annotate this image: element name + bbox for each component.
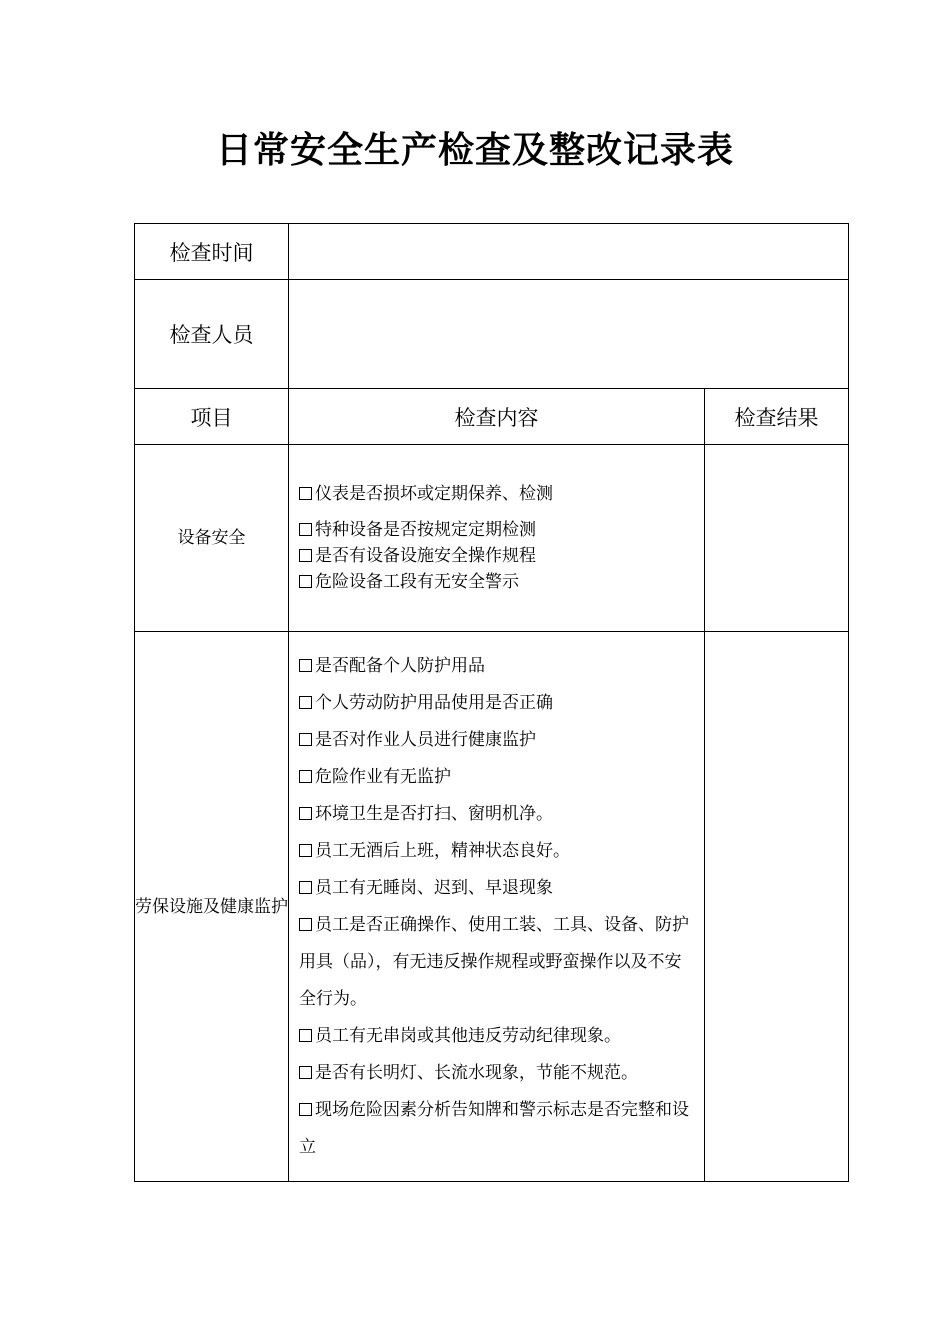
checkbox-icon[interactable] [299,844,312,857]
inspection-time-row [135,224,849,280]
checkbox-icon[interactable] [299,770,312,783]
section-items-equipment [289,445,705,632]
inspection-time-field[interactable] [289,224,849,280]
header-content: 检查内容 [289,389,705,445]
checkbox-icon[interactable] [299,575,312,588]
checkbox-icon[interactable] [299,523,312,536]
page-title: 日常安全生产检查及整改记录表 [215,129,734,171]
checkbox-icon[interactable] [299,807,312,820]
check-item-list [289,481,704,595]
checkbox-icon[interactable] [299,696,312,709]
checkbox-icon[interactable] [299,1103,312,1116]
check-item: 员工有无睡岗、迟到、早退现象 [299,870,696,907]
check-item: 特种设备是否按规定定期检测 [299,517,696,543]
checkbox-icon[interactable] [299,881,312,894]
check-item: 员工是否正确操作、使用工装、工具、设备、防护用具（品），有无违反操作规程或野蛮操作以及不安全行为。 [299,914,689,1009]
check-item: 是否有长明灯、长流水现象，节能不规范。 [299,1055,696,1092]
section-name-protection: 劳保设施及健康监护 [135,632,289,1182]
section-result-equipment[interactable] [705,445,849,632]
inspector-field[interactable] [289,280,849,389]
check-item: 是否有设备设施安全操作规程 [299,543,696,569]
section-row-equipment [135,445,849,632]
checkbox-icon[interactable] [299,659,312,672]
section-result-protection[interactable] [705,632,849,1182]
section-name-equipment: 设备安全 [135,445,289,632]
checkbox-icon[interactable] [299,918,312,931]
check-item: 员工无酒后上班，精神状态良好。 [299,833,696,870]
section-items-protection [289,632,705,1182]
checkbox-icon[interactable] [299,1029,312,1042]
check-item: 个人劳动防护用品使用是否正确 [299,685,696,722]
header-row [135,389,849,445]
section-row-protection [135,632,849,1182]
check-item: 危险设备工段有无安全警示 [299,569,696,595]
header-result: 检查结果 [705,389,849,445]
check-item: 环境卫生是否打扫、窗明机净。 [299,796,696,833]
inspector-label: 检查人员 [135,280,289,389]
check-item: 是否对作业人员进行健康监护 [299,722,696,759]
checkbox-icon[interactable] [299,733,312,746]
check-item: 仪表是否损坏或定期保养、检测 [299,481,696,507]
check-item: 员工有无串岗或其他违反劳动纪律现象。 [299,1018,696,1055]
inspection-table [134,223,849,1182]
check-item: 危险作业有无监护 [299,759,696,796]
checkbox-icon[interactable] [299,1066,312,1079]
inspection-time-label: 检查时间 [135,224,289,280]
checkbox-icon[interactable] [299,487,312,500]
check-item: 是否配备个人防护用品 [299,648,696,685]
inspector-row [135,280,849,389]
check-item-list [289,648,704,1166]
header-item: 项目 [135,389,289,445]
checkbox-icon[interactable] [299,549,312,562]
check-item: 现场危险因素分析告知牌和警示标志是否完整和设立 [299,1099,689,1157]
